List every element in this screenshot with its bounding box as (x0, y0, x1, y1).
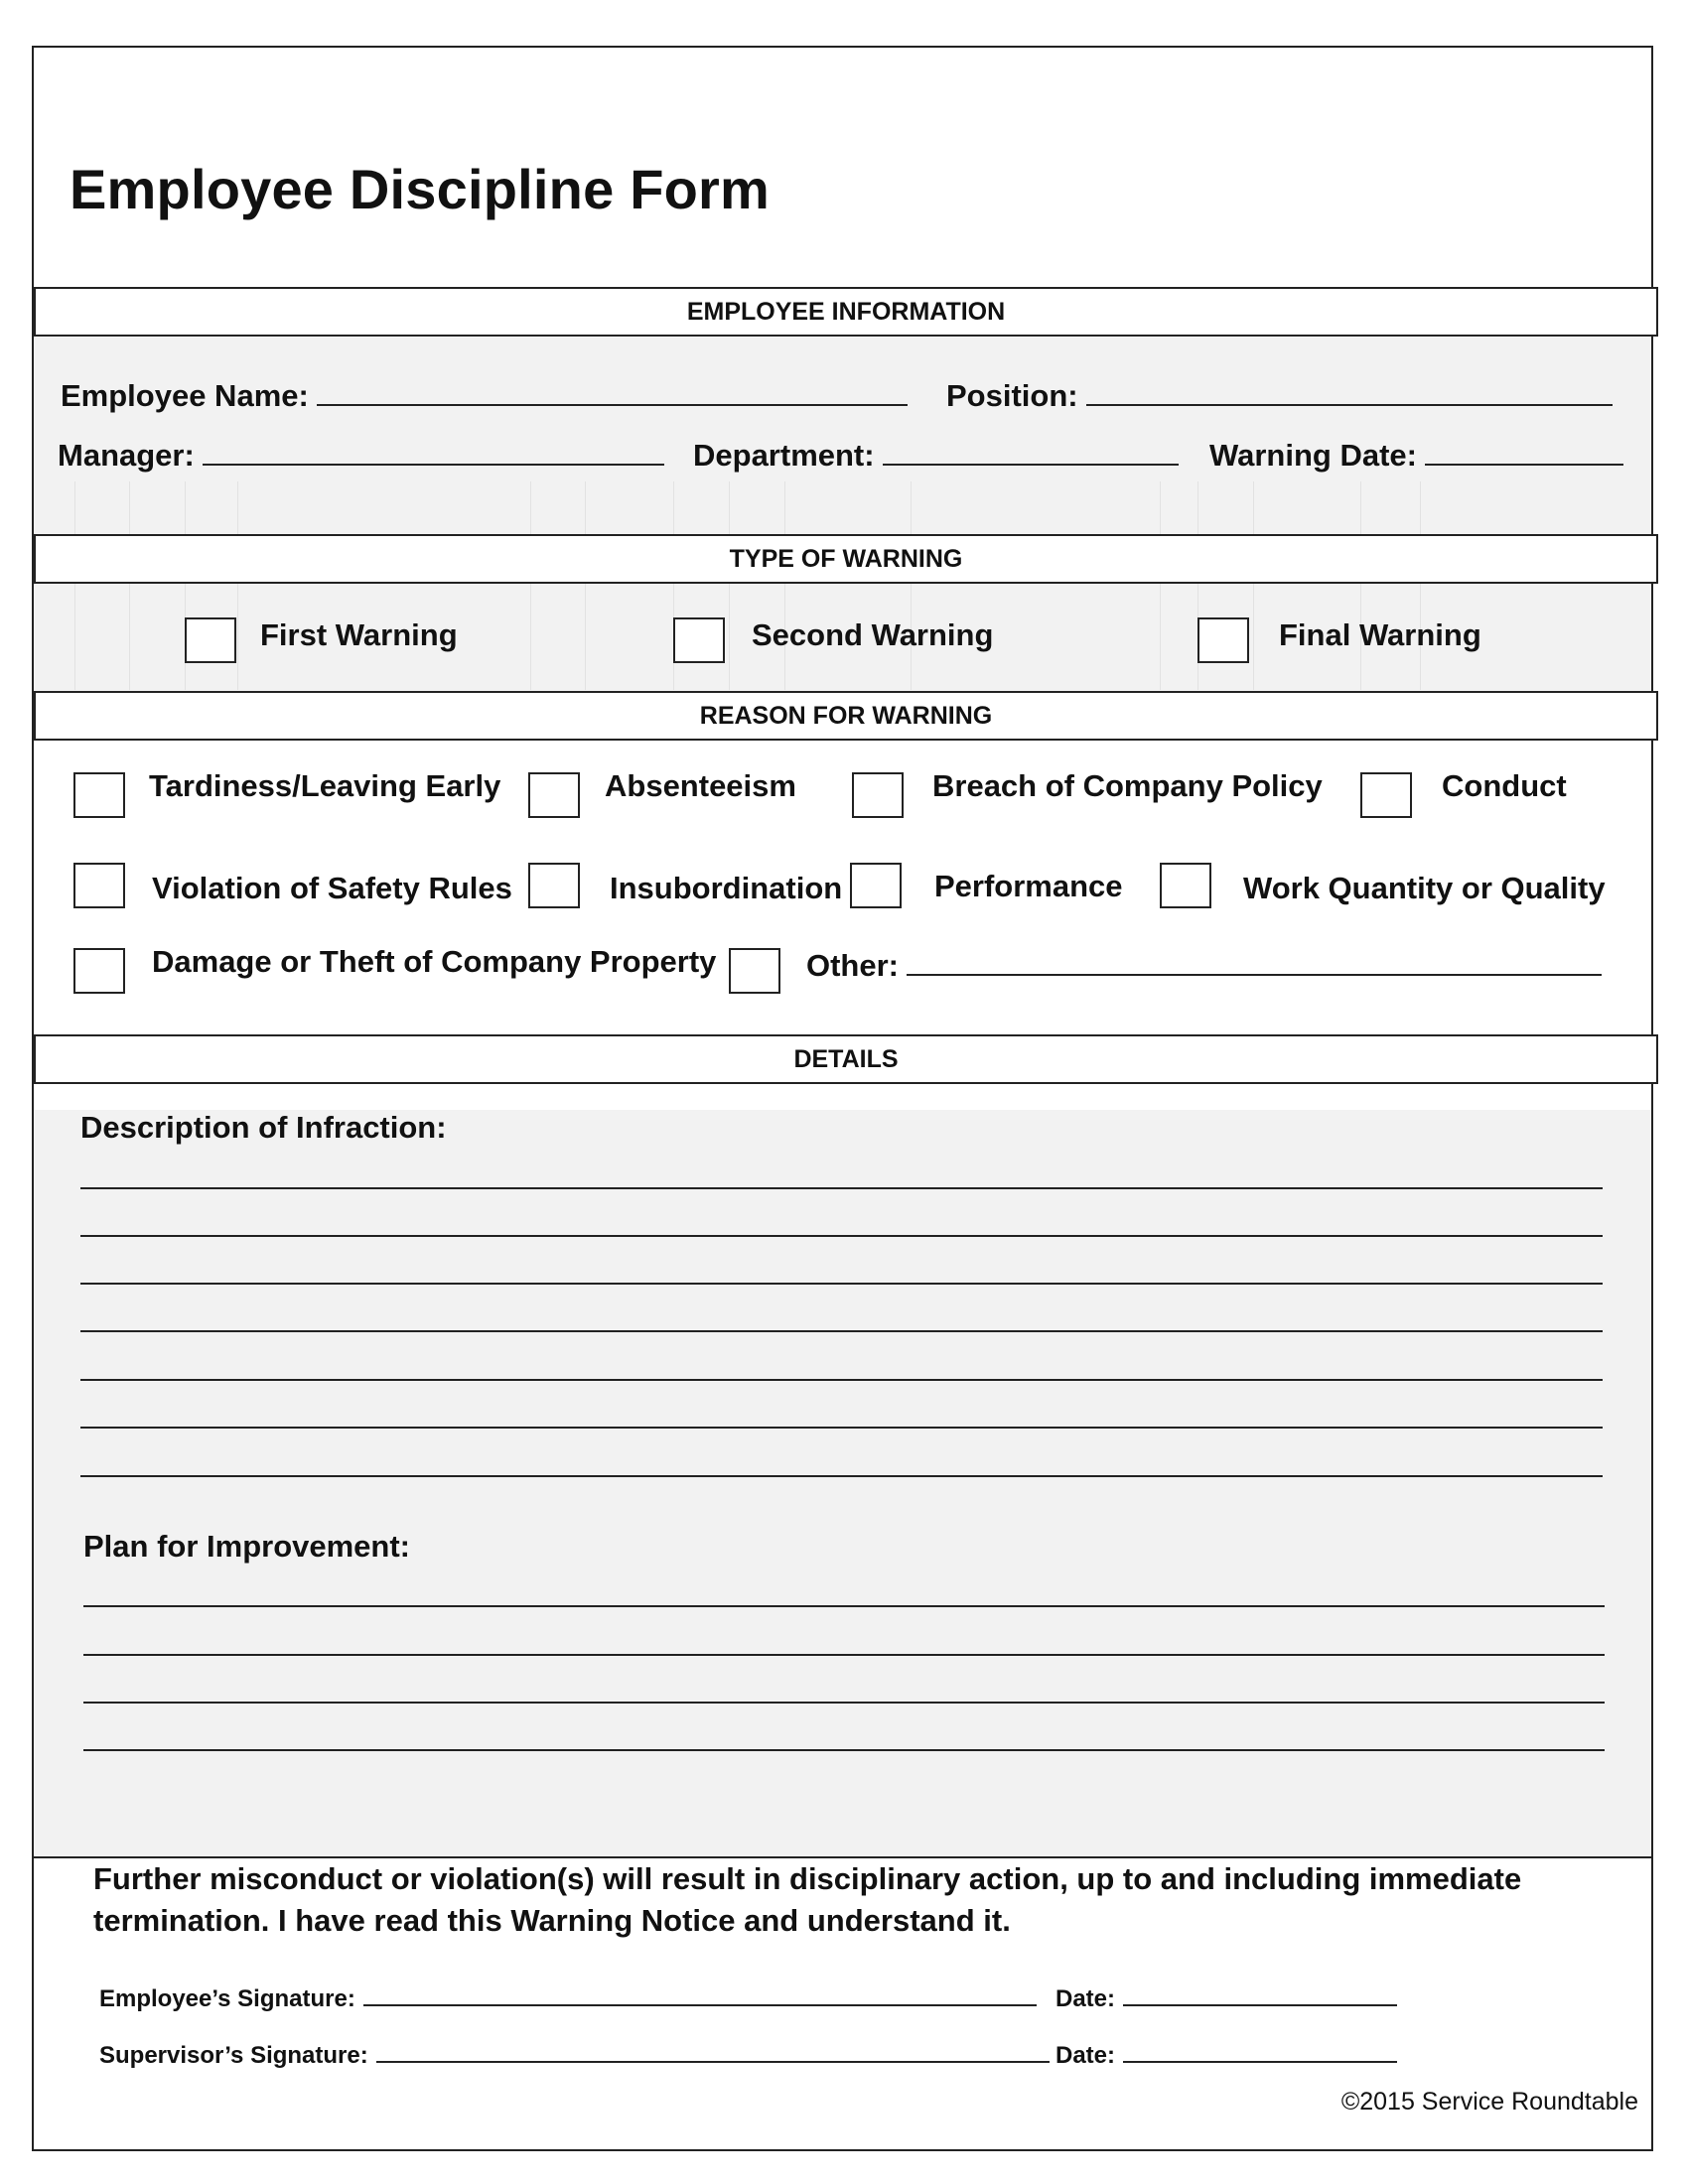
department-line[interactable] (883, 434, 1179, 466)
other-field[interactable] (806, 944, 1602, 984)
grid-line (729, 481, 730, 690)
manager-label: Manager: (58, 438, 195, 473)
section-header-type-of-warning: TYPE OF WARNING (34, 534, 1658, 584)
conduct-label: Conduct (1442, 768, 1567, 803)
supervisor-date-field[interactable] (1055, 2037, 1397, 2070)
grid-line (1253, 481, 1254, 690)
breach-of-policy-checkbox[interactable] (852, 772, 904, 818)
other-checkbox[interactable] (729, 948, 780, 994)
first-warning-checkbox[interactable] (185, 617, 236, 663)
grid-line (585, 481, 586, 690)
final-warning-label: Final Warning (1279, 617, 1481, 652)
supervisor-date-label: Date: (1055, 2042, 1116, 2069)
employee-name-line[interactable] (317, 374, 908, 406)
other-line[interactable] (907, 944, 1602, 976)
final-warning-checkbox[interactable] (1197, 617, 1249, 663)
supervisor-signature-line[interactable] (376, 2037, 1050, 2063)
grid-line (1360, 481, 1361, 690)
breach-of-policy-label: Breach of Company Policy (932, 768, 1323, 803)
employee-name-label: Employee Name: (61, 378, 309, 413)
description-line[interactable] (80, 1379, 1603, 1381)
plan-line[interactable] (83, 1702, 1605, 1704)
description-line[interactable] (80, 1427, 1603, 1429)
damage-theft-checkbox[interactable] (73, 948, 125, 994)
work-quantity-quality-checkbox[interactable] (1160, 863, 1211, 908)
supervisor-signature-label: Supervisor’s Signature: (99, 2042, 368, 2069)
manager-field[interactable] (58, 434, 664, 474)
description-line[interactable] (80, 1283, 1603, 1285)
safety-rules-checkbox[interactable] (73, 863, 125, 908)
supervisor-signature-field[interactable] (99, 2037, 1050, 2070)
position-field[interactable] (946, 374, 1613, 414)
grid-line (1160, 481, 1161, 690)
absenteeism-label: Absenteeism (605, 768, 796, 803)
section-header-reason-for-warning: REASON FOR WARNING (34, 691, 1658, 741)
grid-line (237, 481, 238, 690)
other-label: Other: (806, 948, 899, 983)
work-quantity-quality-label: Work Quantity or Quality (1243, 871, 1606, 905)
insubordination-label: Insubordination (610, 871, 843, 905)
performance-label: Performance (934, 869, 1123, 903)
page-title: Employee Discipline Form (70, 158, 770, 220)
supervisor-date-line[interactable] (1123, 2037, 1397, 2063)
section-header-details: DETAILS (34, 1034, 1658, 1084)
second-warning-label: Second Warning (752, 617, 994, 652)
description-line[interactable] (80, 1475, 1603, 1477)
warning-date-field[interactable] (1209, 434, 1623, 474)
plan-line[interactable] (83, 1654, 1605, 1656)
second-warning-checkbox[interactable] (673, 617, 725, 663)
warning-date-label: Warning Date: (1209, 438, 1417, 473)
plan-line[interactable] (83, 1605, 1605, 1607)
performance-checkbox[interactable] (850, 863, 902, 908)
absenteeism-checkbox[interactable] (528, 772, 580, 818)
first-warning-label: First Warning (260, 617, 458, 652)
copyright-notice: ©2015 Service Roundtable (1340, 2088, 1638, 2116)
employee-date-line[interactable] (1123, 1980, 1397, 2006)
grid-line (1420, 481, 1421, 690)
employee-signature-field[interactable] (99, 1980, 1037, 2013)
tardiness-checkbox[interactable] (73, 772, 125, 818)
conduct-checkbox[interactable] (1360, 772, 1412, 818)
employee-name-field[interactable] (61, 374, 908, 414)
section-header-employee-information: EMPLOYEE INFORMATION (34, 287, 1658, 337)
insubordination-checkbox[interactable] (528, 863, 580, 908)
employee-date-label: Date: (1055, 1985, 1116, 2012)
employee-signature-line[interactable] (363, 1980, 1037, 2006)
department-label: Department: (693, 438, 875, 473)
description-line[interactable] (80, 1187, 1603, 1189)
employee-signature-label: Employee’s Signature: (99, 1985, 355, 2012)
damage-theft-label: Damage or Theft of Company Property (152, 944, 717, 979)
grid-line (530, 481, 531, 690)
warning-date-line[interactable] (1425, 434, 1623, 466)
tardiness-label: Tardiness/Leaving Early (149, 768, 501, 803)
grid-line (129, 481, 130, 690)
description-line[interactable] (80, 1235, 1603, 1237)
manager-line[interactable] (203, 434, 664, 466)
grid-line (911, 481, 912, 690)
plan-line[interactable] (83, 1749, 1605, 1751)
safety-rules-label: Violation of Safety Rules (152, 871, 512, 905)
plan-for-improvement-label: Plan for Improvement: (83, 1529, 410, 1564)
description-line[interactable] (80, 1330, 1603, 1332)
position-label: Position: (946, 378, 1078, 413)
employee-date-field[interactable] (1055, 1980, 1397, 2013)
grid-line (74, 481, 75, 690)
details-background (34, 1110, 1651, 1858)
department-field[interactable] (693, 434, 1179, 474)
description-of-infraction-label: Description of Infraction: (80, 1110, 447, 1145)
grid-line (784, 481, 785, 690)
position-line[interactable] (1086, 374, 1613, 406)
acknowledgement-text: Further misconduct or violation(s) will result in disciplinary action, up to and including immediate termination. I have read this Warning Notice and understand it. (93, 1861, 1522, 1938)
